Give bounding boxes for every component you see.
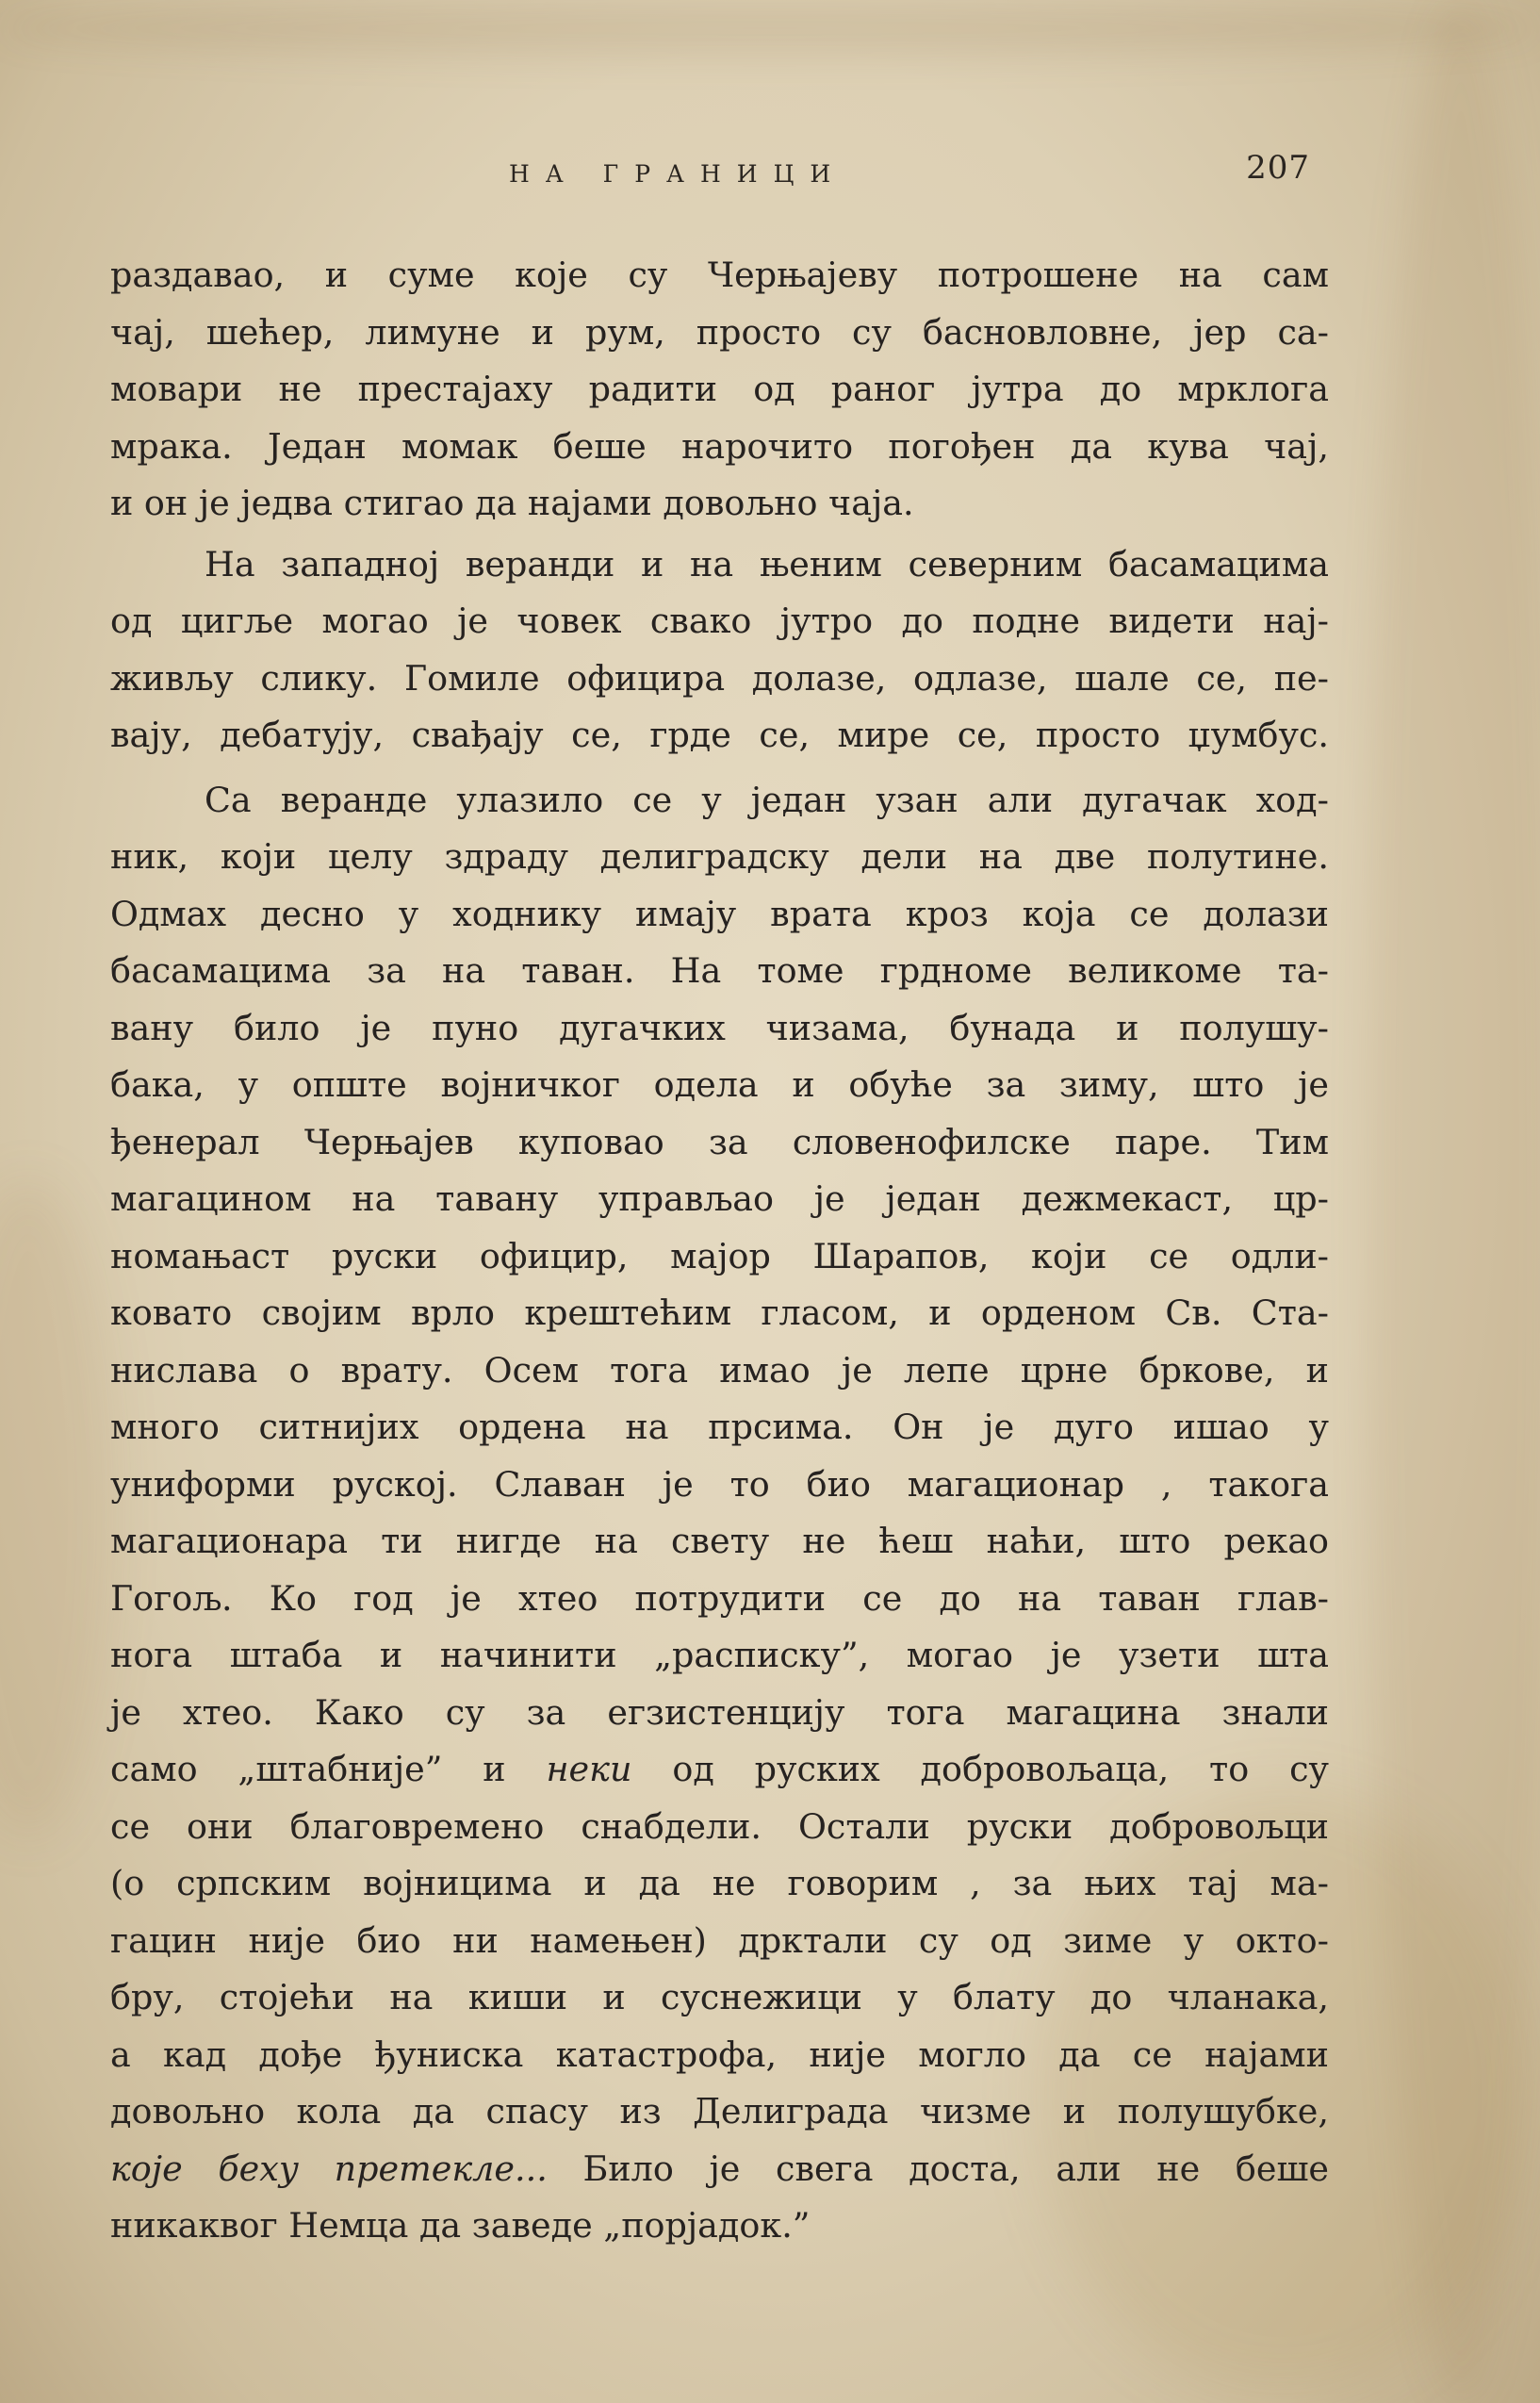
text-line: нислава о врату. Осем тога имао је лепе црне бркове, и — [110, 1349, 1329, 1391]
text-line: вају, дебатују, свађају се, грде се, мире се, просто џумбус. — [110, 715, 1329, 755]
text-line: живљу слику. Гомиле официра долазе, одлазе, шале се, пе- — [110, 657, 1329, 699]
paragraph — [110, 247, 1329, 533]
paper-stain — [0, 1178, 113, 1838]
text-line: никаквог Немца да заведе „порјадок.” — [110, 2205, 811, 2246]
text-line: много ситнијих ордена на прсима. Он је дуго ишао у — [110, 1407, 1329, 1447]
text-segment: од руских добровољаца, то су — [672, 1749, 1330, 1789]
text-line: Гогољ. Ко год је хтео потрудити се до на таван глав- — [110, 1577, 1329, 1619]
text-line: нога штаба и начинити „расписку”, могао је узети шта — [110, 1635, 1329, 1675]
text-line — [110, 1741, 1329, 1799]
text-line: бру, стојећи на киши и суснежици у блату до чланака, — [110, 1977, 1329, 2017]
page-number: 207 — [1246, 149, 1310, 187]
text-line: униформи руској. Славан је то био магационар , такога — [110, 1463, 1329, 1505]
text-line: вану било је пуно дугачких чизама, бунада и полушу- — [110, 1007, 1329, 1048]
text-line: чај, шећер, лимуне и рум, просто су басновловне, јер са- — [110, 311, 1329, 353]
paper-stain — [1367, 0, 1540, 2403]
running-title: НА ГРАНИЦИ — [509, 160, 847, 188]
paragraph — [110, 536, 1329, 765]
text-line: мовари не престајаху радити од раног јутра до мрклога — [110, 369, 1329, 409]
text-line: је хтео. Како су за егзистенцију тога магацина знали — [110, 1691, 1329, 1733]
paragraph — [110, 772, 1329, 2255]
text-line: раздавао, и суме које су Черњајеву потрошене на сам — [110, 255, 1329, 295]
body-text — [110, 247, 1329, 2255]
text-line: а кад дође ђуниска катастрофа, није могло да се најами — [110, 2033, 1329, 2075]
paper-stain — [0, 0, 1540, 57]
text-line — [110, 2141, 1329, 2198]
italic-text: неки — [546, 1749, 632, 1789]
page-header — [113, 149, 1310, 196]
text-line: басамацима за на таван. На томе грдноме великоме та- — [110, 950, 1329, 991]
text-line: мрака. Један момак беше нарочито погођен да кува чај, — [110, 425, 1329, 467]
text-line: бака, у опште војничког одела и обуће за зиму, што је — [110, 1064, 1329, 1105]
text-line: магацином на тавану управљао је један дежмекаст, цр- — [110, 1178, 1329, 1219]
text-line: и он је једва стигао да најами довољно чаја. — [110, 483, 914, 523]
text-segment: само „штабније” и — [110, 1749, 506, 1789]
text-line: довољно кола да спасу из Делиграда чизме и полушубке, — [110, 2091, 1329, 2131]
text-line: Одмах десно у ходнику имају врата кроз која се долази — [110, 893, 1329, 934]
text-line: од цигље могао је човек свако јутро до подне видети нај- — [110, 601, 1329, 641]
text-line: ковато својим врло крештећим гласом, и орденом Св. Ста- — [110, 1292, 1329, 1333]
text-line: Са веранде улазило се у један узан али дугачак ход- — [205, 779, 1329, 820]
text-line: На западној веранди и на њеним северним басамацима — [205, 543, 1329, 584]
text-segment: Било је свега доста, али не беше — [582, 2148, 1329, 2189]
text-line: гацин није био ни намењен) дрктали су од зиме у окто- — [110, 1919, 1329, 1961]
text-line: магационара ти нигде на свету не ћеш наћи, што рекао — [110, 1521, 1329, 1561]
text-line: (о српским војницима и да не говорим , за њих тај ма- — [110, 1863, 1329, 1903]
text-line: номањаст руски официр, мајор Шарапов, који се одли- — [110, 1235, 1329, 1276]
text-line: се они благовремено снабдели. Остали руски добровољци — [110, 1805, 1329, 1847]
text-line: ђенерал Черњајев куповао за словенофилске паре. Тим — [110, 1121, 1329, 1162]
text-line: ник, који целу здраду делиградску дели на две полутине. — [110, 836, 1329, 877]
italic-text: које беху претекле... — [110, 2148, 548, 2189]
